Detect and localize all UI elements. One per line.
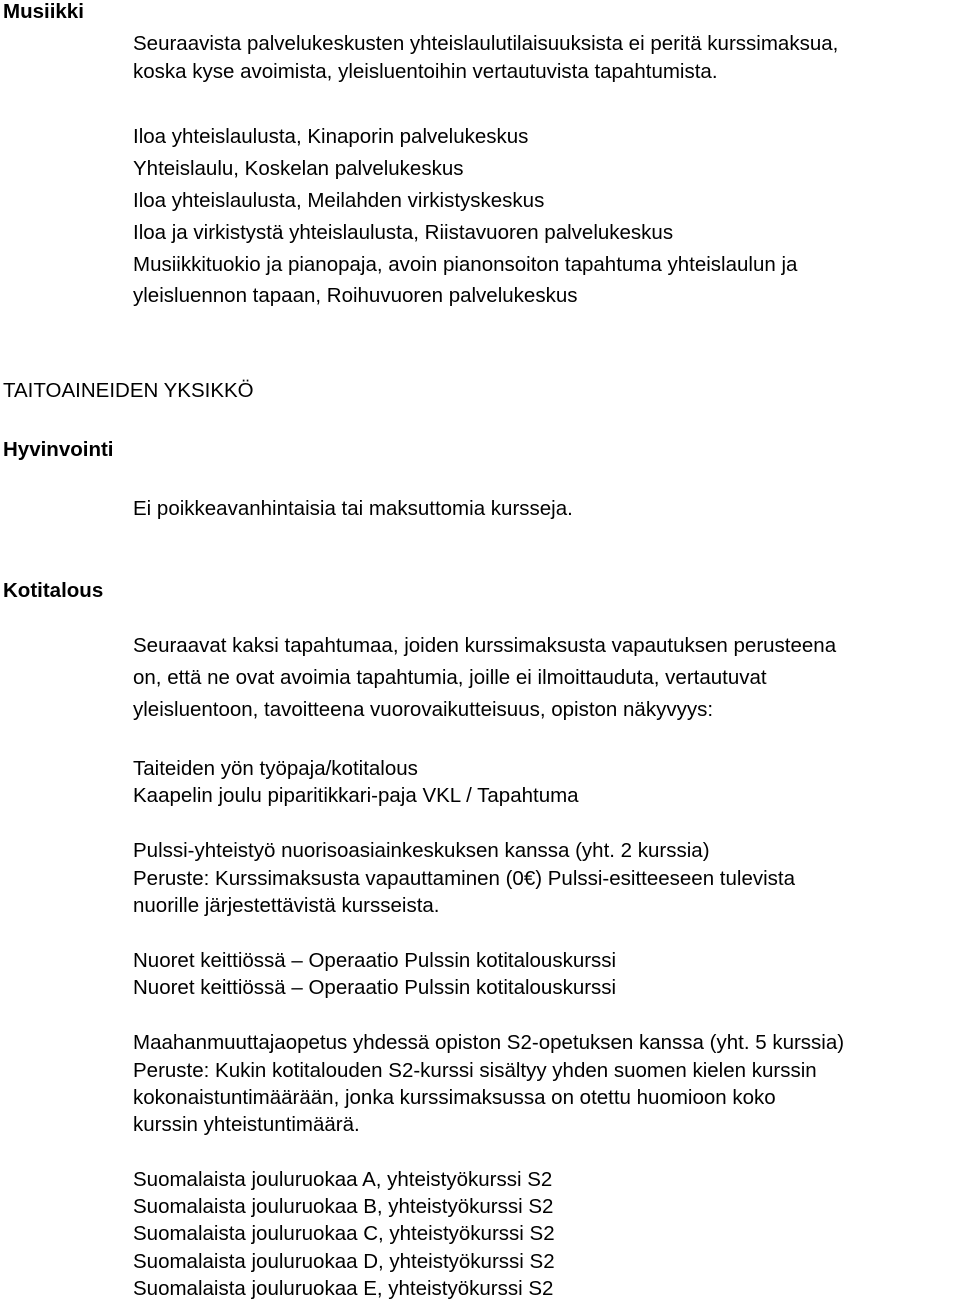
musiikki-intro-line: koska kyse avoimista, yleisluentoihin vertautuvista tapahtumista. bbox=[133, 60, 718, 83]
s2-course: Suomalaista jouluruokaa A, yhteistyökurssi S2 bbox=[133, 1168, 553, 1191]
musiikki-event: yleisluennon tapaan, Roihuvuoren palvelukeskus bbox=[133, 284, 578, 307]
unit-heading: TAITOAINEIDEN YKSIKKÖ bbox=[3, 379, 254, 402]
musiikki-event: Yhteislaulu, Koskelan palvelukeskus bbox=[133, 157, 464, 180]
pulssi-line: Pulssi-yhteistyö nuorisoasiainkeskuksen kanssa (yht. 2 kurssia) bbox=[133, 839, 710, 862]
kotitalous-intro-line: yleisluentoon, tavoitteena vuorovaikutteisuus, opiston näkyvyys: bbox=[133, 698, 714, 721]
maahanmuuttaja-line: kokonaistuntimäärään, jonka kurssimaksussa on otettu huomioon koko bbox=[133, 1086, 776, 1109]
musiikki-intro-line: Seuraavista palvelukeskusten yhteislaulutilaisuuksista ei peritä kurssimaksua, bbox=[133, 32, 839, 55]
maahanmuuttaja-line: kurssin yhteistuntimäärä. bbox=[133, 1113, 360, 1136]
kotitalous-event: Kaapelin joulu piparitikkari-paja VKL / Tapahtuma bbox=[133, 784, 579, 807]
s2-course: Suomalaista jouluruokaa D, yhteistyökurssi S2 bbox=[133, 1250, 555, 1273]
nuoret-course: Nuoret keittiössä – Operaatio Pulssin kotitalouskurssi bbox=[133, 949, 617, 972]
pulssi-line: nuorille järjestettävistä kursseista. bbox=[133, 894, 440, 917]
s2-course: Suomalaista jouluruokaa B, yhteistyökurssi S2 bbox=[133, 1195, 554, 1218]
maahanmuuttaja-line: Maahanmuuttajaopetus yhdessä opiston S2-opetuksen kanssa (yht. 5 kurssia) bbox=[133, 1031, 845, 1054]
section-heading-musiikki: Musiikki bbox=[3, 0, 84, 23]
kotitalous-intro-line: Seuraavat kaksi tapahtumaa, joiden kurssimaksusta vapautuksen perusteena bbox=[133, 634, 837, 657]
kotitalous-event: Taiteiden yön työpaja/kotitalous bbox=[133, 757, 418, 780]
musiikki-event: Iloa yhteislaulusta, Meilahden virkistyskeskus bbox=[133, 189, 545, 212]
nuoret-course: Nuoret keittiössä – Operaatio Pulssin kotitalouskurssi bbox=[133, 976, 617, 999]
s2-course: Suomalaista jouluruokaa C, yhteistyökurssi S2 bbox=[133, 1222, 555, 1245]
hyvinvointi-text: Ei poikkeavanhintaisia tai maksuttomia kursseja. bbox=[133, 497, 573, 520]
s2-course: Suomalaista jouluruokaa E, yhteistyökurssi S2 bbox=[133, 1277, 554, 1300]
maahanmuuttaja-line: Peruste: Kukin kotitalouden S2-kurssi sisältyy yhden suomen kielen kurssin bbox=[133, 1059, 817, 1082]
musiikki-event: Iloa yhteislaulusta, Kinaporin palvelukeskus bbox=[133, 125, 529, 148]
section-heading-hyvinvointi: Hyvinvointi bbox=[3, 438, 114, 461]
musiikki-event: Musiikkituokio ja pianopaja, avoin pianonsoiton tapahtuma yhteislaulun ja bbox=[133, 253, 798, 276]
section-heading-kotitalous: Kotitalous bbox=[3, 579, 104, 602]
musiikki-event: Iloa ja virkistystä yhteislaulusta, Riistavuoren palvelukeskus bbox=[133, 221, 674, 244]
pulssi-line: Peruste: Kurssimaksusta vapauttaminen (0€) Pulssi-esitteeseen tulevista bbox=[133, 867, 796, 890]
kotitalous-intro-line: on, että ne ovat avoimia tapahtumia, joille ei ilmoittauduta, vertautuvat bbox=[133, 666, 767, 689]
